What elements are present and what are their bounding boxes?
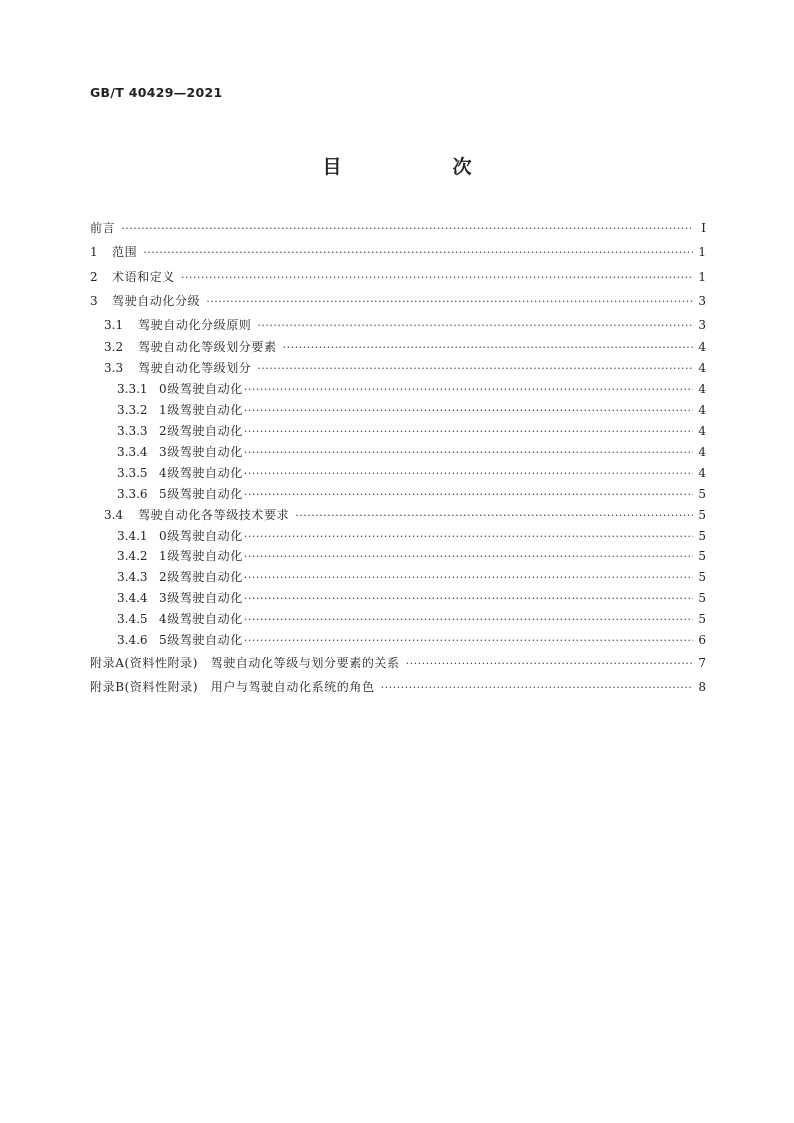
toc-leader-dots [244,380,693,401]
toc-leader-dots [257,314,693,338]
toc-entry[interactable] [90,313,706,337]
toc-entry-page: 4 [698,340,706,355]
toc-leader-dots [244,631,693,652]
toc-entry-page: 5 [698,612,706,627]
toc-leader-dots [406,652,693,676]
page-title: 目 次 [322,156,518,178]
toc-entry-label: 附录A(资料性附录) 驾驶自动化等级与划分要素的关系 [90,655,400,670]
toc-leader-dots [181,266,693,290]
toc-entry-page: 1 [698,245,706,260]
toc-entry-page: 4 [698,444,706,459]
toc-entry-label: 3级驾驶自动化 [159,444,243,459]
toc-leader-dots [244,464,693,485]
toc-entry-label: 术语和定义 [112,269,176,284]
toc-leader-dots [244,422,693,443]
toc-entry-label: 0级驾驶自动化 [159,382,243,397]
toc-entry-page: 5 [698,486,706,501]
toc-entry[interactable] [90,358,706,379]
toc-leader-dots [206,290,693,314]
toc-entry[interactable] [90,651,706,675]
toc-entry-label: 驾驶自动化等级划分要素 [138,340,277,355]
toc-entry[interactable] [90,630,706,651]
toc-leader-dots [381,676,693,700]
toc-leader-dots [143,241,693,265]
toc-entry[interactable] [90,463,706,484]
toc-entry-number: 3.4.3 [117,570,148,585]
standard-code: GB/T 40429—2021 [90,85,223,100]
toc-entry-label: 2级驾驶自动化 [159,570,243,585]
toc-entry-number: 3.3 [104,361,124,376]
toc-entry-label: 5级驾驶自动化 [159,486,243,501]
toc-entry-page: 4 [698,403,706,418]
toc-entry-page: 4 [698,465,706,480]
toc-entry-page: 4 [698,382,706,397]
toc-entry-page: 5 [698,549,706,564]
toc-leader-dots [244,610,693,631]
toc-entry-label: 3级驾驶自动化 [159,591,243,606]
toc-entry-label: 5级驾驶自动化 [159,632,243,647]
toc-entry-page: 3 [698,293,706,308]
toc-entry-label: 驾驶自动化分级 [112,293,201,308]
table-of-contents [90,216,706,699]
toc-entry-label: 0级驾驶自动化 [159,528,243,543]
toc-leader-dots [244,589,693,610]
toc-entry-number: 3.3.1 [117,382,148,397]
toc-entry-label: 附录B(资料性附录) 用户与驾驶自动化系统的角色 [90,680,375,695]
toc-entry-number: 3.1 [104,318,124,333]
toc-entry-number: 3.3.5 [117,465,148,480]
toc-entry-label: 1级驾驶自动化 [159,549,243,564]
toc-leader-dots [121,217,693,241]
toc-leader-dots [295,506,693,527]
toc-leader-dots [244,401,693,422]
toc-leader-dots [257,359,693,380]
toc-entry[interactable] [90,546,706,567]
toc-entry-page: 4 [698,424,706,439]
toc-entry-page: 3 [698,318,706,333]
toc-entry-label: 驾驶自动化等级划分 [138,361,252,376]
toc-entry-number: 3.4.1 [117,528,148,543]
toc-leader-dots [244,485,693,506]
toc-entry[interactable] [90,609,706,630]
toc-entry-label: 范围 [112,245,138,260]
toc-entry[interactable] [90,289,706,313]
toc-entry-label: 前言 [90,221,116,235]
toc-entry[interactable] [90,265,706,289]
toc-leader-dots [244,568,693,589]
toc-entry-page: 5 [698,591,706,606]
toc-entry-number: 3.4.6 [117,632,148,647]
toc-entry[interactable] [90,675,706,699]
toc-entry[interactable] [90,337,706,358]
toc-entry-number: 3 [90,293,98,308]
toc-entry-page: 8 [698,680,706,695]
toc-leader-dots [244,443,693,464]
toc-entry[interactable] [90,240,706,264]
toc-entry-number: 3.4 [104,507,124,522]
toc-entry[interactable] [90,421,706,442]
toc-entry-label: 4级驾驶自动化 [159,465,243,480]
toc-entry-number: 1 [90,245,98,260]
toc-entry-label: 1级驾驶自动化 [159,403,243,418]
toc-entry[interactable] [90,567,706,588]
toc-entry-number: 2 [90,269,98,284]
toc-entry[interactable] [90,588,706,609]
toc-entry[interactable] [90,400,706,421]
toc-entry[interactable] [90,216,706,240]
toc-entry[interactable] [90,442,706,463]
toc-entry-page: 5 [698,507,706,522]
toc-entry-number: 3.2 [104,340,124,355]
toc-entry[interactable] [90,526,706,547]
toc-entry-page: 6 [698,632,706,647]
toc-leader-dots [244,547,693,568]
toc-entry-page: 5 [698,528,706,543]
toc-leader-dots [244,527,693,548]
toc-entry-number: 3.3.4 [117,444,148,459]
toc-entry-page: 4 [698,361,706,376]
toc-entry-number: 3.3.2 [117,403,148,418]
toc-entry-number: 3.4.5 [117,612,148,627]
toc-entry-number: 3.4.4 [117,591,148,606]
toc-entry[interactable] [90,379,706,400]
toc-entry[interactable] [90,505,706,526]
toc-entry-label: 4级驾驶自动化 [159,612,243,627]
toc-entry-page: 1 [698,269,706,284]
toc-entry-page: 5 [698,570,706,585]
toc-entry-number: 3.3.6 [117,486,148,501]
toc-entry[interactable] [90,484,706,505]
toc-entry-label: 2级驾驶自动化 [159,424,243,439]
toc-entry-label: 驾驶自动化各等级技术要求 [138,507,290,522]
toc-entry-number: 3.4.2 [117,549,148,564]
toc-entry-page: 7 [698,655,706,670]
toc-leader-dots [283,338,693,359]
toc-entry-page: Ⅰ [701,221,706,235]
toc-entry-number: 3.3.3 [117,424,148,439]
toc-entry-label: 驾驶自动化分级原则 [138,318,252,333]
